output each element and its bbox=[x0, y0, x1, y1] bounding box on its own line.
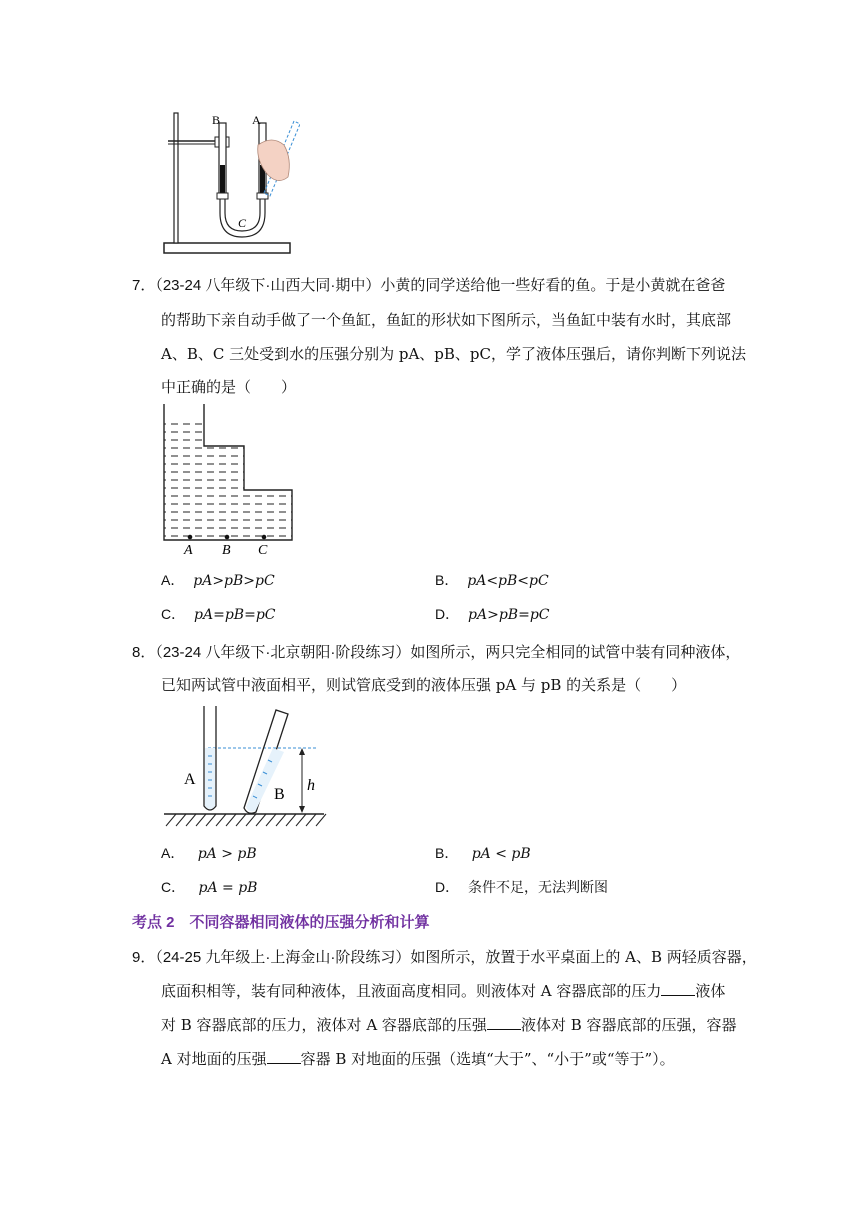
question-source: （23-24 八年级下·山西大同·期中） bbox=[155, 277, 381, 294]
question-text: 如图所示，放置于水平桌面上的 A、B 两轻质容器， bbox=[410, 948, 757, 966]
question-number: 7． bbox=[132, 277, 156, 294]
option-a[interactable]: A． pA>pB>pC bbox=[161, 572, 275, 589]
section-heading: 考点 2 不同容器相同液体的压强分析和计算 bbox=[132, 914, 430, 931]
question-text: 液体对 B 容器底部的压强，容器 bbox=[520, 1016, 737, 1034]
question-text: 对 B 容器底部的压力，液体对 A 容器底部的压强 bbox=[161, 1016, 487, 1034]
option-c[interactable]: C． pA = pB bbox=[161, 879, 258, 896]
option-b[interactable]: B． pA<pB<pC bbox=[435, 572, 549, 589]
question-text: 容器 B 对地面的压强（选填“大于”、“小于”或“等于”）。 bbox=[300, 1050, 675, 1068]
question-source: （23-24 八年级下·北京朝阳·阶段练习） bbox=[155, 644, 411, 661]
answer-blank[interactable] bbox=[661, 981, 695, 996]
point-c-label: C bbox=[258, 543, 268, 558]
answer-blank[interactable] bbox=[487, 1015, 521, 1030]
question-text: 已知两试管中液面相平，则试管底受到的液体压强 pA 与 pB 的关系是（ ） bbox=[161, 676, 687, 694]
label-b: B bbox=[212, 113, 221, 127]
answer-blank[interactable] bbox=[267, 1049, 301, 1064]
question-number: 9． bbox=[132, 949, 156, 966]
question-text: 中正确的是（ ） bbox=[161, 378, 297, 396]
u-tube-figure bbox=[160, 105, 300, 257]
label-c: C bbox=[238, 216, 247, 230]
option-b[interactable]: B． pA < pB bbox=[435, 845, 531, 862]
question-number: 8． bbox=[132, 644, 156, 661]
option-c[interactable]: C． pA=pB=pC bbox=[161, 606, 276, 623]
option-d[interactable]: D． pA>pB=pC bbox=[435, 606, 550, 623]
question-text: A、B、C 三处受到水的压强分别为 pA、pB、pC，学了液体压强后，请你判断下列说法 bbox=[161, 345, 747, 363]
question-text: 的帮助下亲自动手做了一个鱼缸，鱼缸的形状如下图所示，当鱼缸中装有水时，其底部 bbox=[161, 311, 732, 329]
height-label: h bbox=[307, 777, 315, 794]
test-tube-figure bbox=[160, 702, 328, 830]
point-b-label: B bbox=[222, 543, 231, 558]
tube-a-label: A bbox=[184, 771, 196, 788]
tube-b-label: B bbox=[274, 786, 285, 803]
question-text: 如图所示，两只完全相同的试管中装有同种液体， bbox=[410, 643, 741, 661]
fish-tank-figure bbox=[158, 404, 300, 560]
option-d[interactable]: D． 条件不足，无法判断图 bbox=[435, 879, 609, 896]
point-a-label: A bbox=[184, 543, 193, 558]
question-text: A 对地面的压强 bbox=[161, 1050, 267, 1068]
question-text: 底面积相等，装有同种液体，且液面高度相同。则液体对 A 容器底部的压力 bbox=[161, 982, 662, 1000]
question-text: 小黄的同学送给他一些好看的鱼。于是小黄就在爸爸 bbox=[380, 276, 726, 294]
question-source: （24-25 九年级上·上海金山·阶段练习） bbox=[155, 949, 411, 966]
question-text: 液体 bbox=[695, 982, 726, 1000]
option-a[interactable]: A． pA > pB bbox=[161, 845, 257, 862]
label-a: A bbox=[252, 113, 261, 127]
